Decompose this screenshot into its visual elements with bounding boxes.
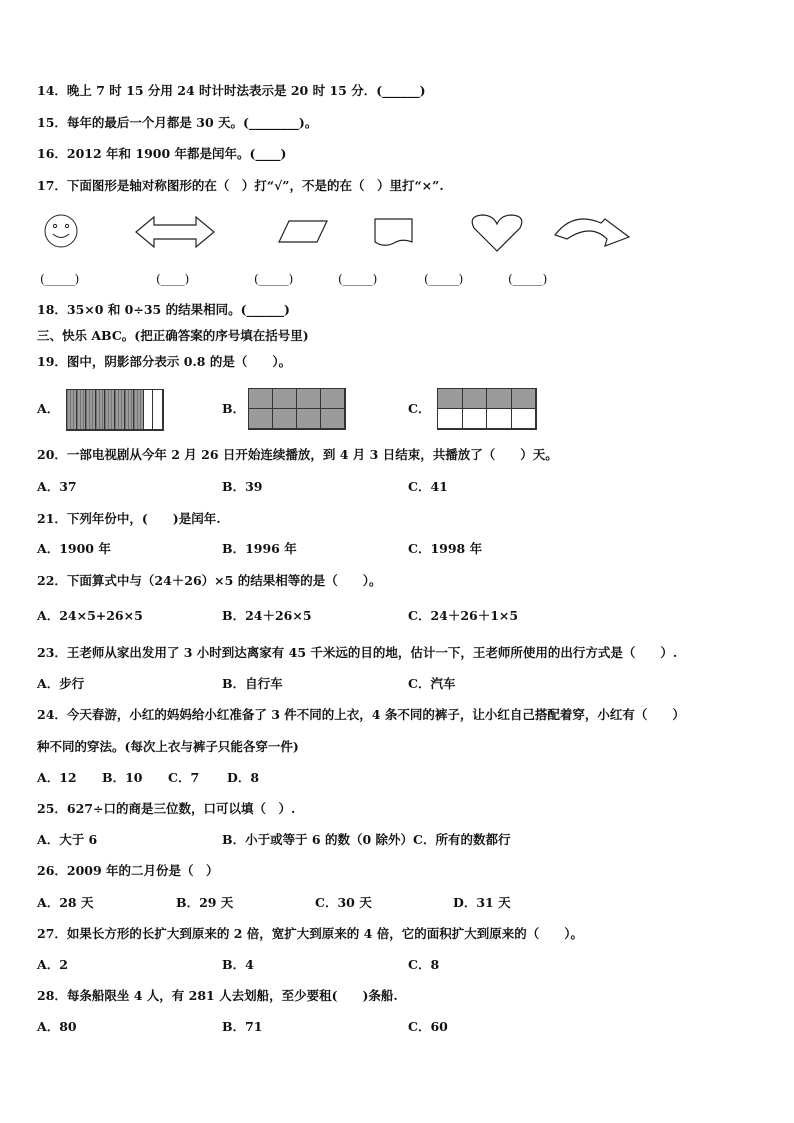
question-24-continued: 种不同的穿法。(每次上衣与裤子只能各穿一件)	[37, 739, 299, 754]
option-b[interactable]: B．39	[222, 479, 263, 494]
grid-cell	[105, 390, 115, 430]
grid-cell	[438, 409, 463, 429]
figure-answer-blank[interactable]: (____)	[156, 272, 190, 286]
grid-cell	[463, 389, 488, 409]
grid-cell	[273, 409, 297, 429]
question-27: 27．如果长方形的长扩大到原来的 2 倍，宽扩大到原来的 4 倍，它的面积扩大到原来的（ ）。	[37, 926, 583, 941]
question-26: 26．2009 年的二月份是（ ）	[37, 863, 219, 878]
grid-cell	[125, 390, 135, 430]
heart-figure	[470, 212, 524, 254]
parallelogram-figure	[277, 218, 331, 246]
grid-cell	[273, 389, 297, 409]
curved-arrow-figure	[553, 213, 633, 251]
option-b-label: B．	[222, 401, 246, 416]
option-c[interactable]: C．30 天	[315, 895, 372, 910]
question-16: 16．2012 年和 1900 年都是闰年。(____)	[37, 146, 287, 161]
question-18: 18．35×0 和 0÷35 的结果相同。(______)	[37, 302, 290, 317]
option-a[interactable]: A．12	[37, 770, 77, 785]
question-28: 28．每条船限坐 4 人，有 281 人去划船，至少要租( )条船.	[37, 988, 398, 1003]
grid-cell	[77, 390, 87, 430]
grid-cell	[96, 390, 106, 430]
grid-cell	[249, 389, 273, 409]
option-a[interactable]: A．大于 6	[37, 832, 98, 847]
grid-cell	[512, 389, 537, 409]
grid-cell	[86, 390, 96, 430]
grid-cell	[115, 390, 125, 430]
smiley-face-figure	[40, 213, 84, 251]
option-a[interactable]: A．80	[37, 1019, 77, 1034]
grid-cell	[134, 390, 144, 430]
grid-cell	[321, 389, 345, 409]
option-c[interactable]: C．60	[408, 1019, 448, 1034]
question-15: 15．每年的最后一个月都是 30 天。(________)。	[37, 115, 318, 130]
fraction-grid-c[interactable]	[437, 388, 537, 430]
option-b[interactable]: B．4	[222, 957, 254, 972]
grid-cell	[321, 409, 345, 429]
option-c[interactable]: C．41	[408, 479, 448, 494]
grid-cell	[153, 390, 163, 430]
fraction-grid-b[interactable]	[248, 388, 346, 430]
option-b[interactable]: B．自行车	[222, 676, 283, 691]
question-19: 19．图中，阴影部分表示 0.8 的是（ ）。	[37, 354, 292, 369]
option-a-label: A．	[37, 401, 60, 416]
grid-cell	[144, 390, 154, 430]
figure-answer-blank[interactable]: (_____)	[254, 272, 294, 286]
question-20: 20．一部电视剧从今年 2 月 26 日开始连续播放，到 4 月 3 日结束，共播放了（ ）天。	[37, 447, 558, 462]
grid-cell	[463, 409, 488, 429]
grid-cell	[297, 389, 321, 409]
option-b-and-c[interactable]: B．小于或等于 6 的数（0 除外）C．所有的数都行	[222, 832, 511, 847]
option-a[interactable]: A．1900 年	[37, 541, 111, 556]
option-a[interactable]: A．24×5+26×5	[37, 608, 143, 623]
option-d[interactable]: D．31 天	[453, 895, 511, 910]
option-a[interactable]: A．37	[37, 479, 77, 494]
double-arrow-figure	[134, 215, 218, 249]
grid-cell	[438, 389, 463, 409]
option-a[interactable]: A．28 天	[37, 895, 94, 910]
option-b[interactable]: B．71	[222, 1019, 263, 1034]
option-b[interactable]: B．24＋26×5	[222, 608, 312, 623]
figure-answer-blank[interactable]: (_____)	[40, 272, 80, 286]
fraction-grid-a[interactable]	[66, 389, 164, 431]
figure-answer-blank[interactable]: (_____)	[338, 272, 378, 286]
option-c[interactable]: C．8	[408, 957, 440, 972]
option-b[interactable]: B．10	[102, 770, 143, 785]
grid-cell	[297, 409, 321, 429]
option-c[interactable]: C．24＋26＋1×5	[408, 608, 519, 623]
option-c-label: C．	[408, 401, 431, 416]
question-25: 25．627÷口的商是三位数，口可以填（ ）.	[37, 801, 296, 816]
grid-cell	[249, 409, 273, 429]
option-c[interactable]: C．7	[168, 770, 200, 785]
grid-cell	[67, 390, 77, 430]
grid-cell	[487, 409, 512, 429]
option-c[interactable]: C．汽车	[408, 676, 456, 691]
grid-cell	[487, 389, 512, 409]
wavy-flag-figure	[372, 216, 416, 248]
question-14: 14．晚上 7 时 15 分用 24 时计时法表示是 20 时 15 分．(______)	[37, 83, 426, 98]
question-23: 23．王老师从家出发用了 3 小时到达离家有 45 千米远的目的地，估计一下，王老师所使用的出行方式是（ ）.	[37, 645, 678, 660]
section-3-heading: 三、快乐 ABC。(把正确答案的序号填在括号里)	[37, 328, 309, 343]
option-b[interactable]: B．1996 年	[222, 541, 297, 556]
question-21: 21．下列年份中，( )是闰年.	[37, 511, 221, 526]
grid-cell	[512, 409, 537, 429]
question-24: 24．今天春游，小红的妈妈给小红准备了 3 件不同的上衣，4 条不同的裤子，让小红自己搭配着穿，小红有（ ）	[37, 707, 685, 722]
option-d[interactable]: D．8	[227, 770, 260, 785]
question-17: 17．下面图形是轴对称图形的在（ ）打“√”，不是的在（ ）里打“×”.	[37, 178, 444, 193]
question-22: 22．下面算式中与（24＋26）×5 的结果相等的是（ ）。	[37, 573, 382, 588]
option-b[interactable]: B．29 天	[176, 895, 234, 910]
option-a[interactable]: A．步行	[37, 676, 85, 691]
figure-answer-blank[interactable]: (_____)	[424, 272, 464, 286]
option-a[interactable]: A．2	[37, 957, 68, 972]
figure-answer-blank[interactable]: (_____)	[508, 272, 548, 286]
option-c[interactable]: C．1998 年	[408, 541, 483, 556]
